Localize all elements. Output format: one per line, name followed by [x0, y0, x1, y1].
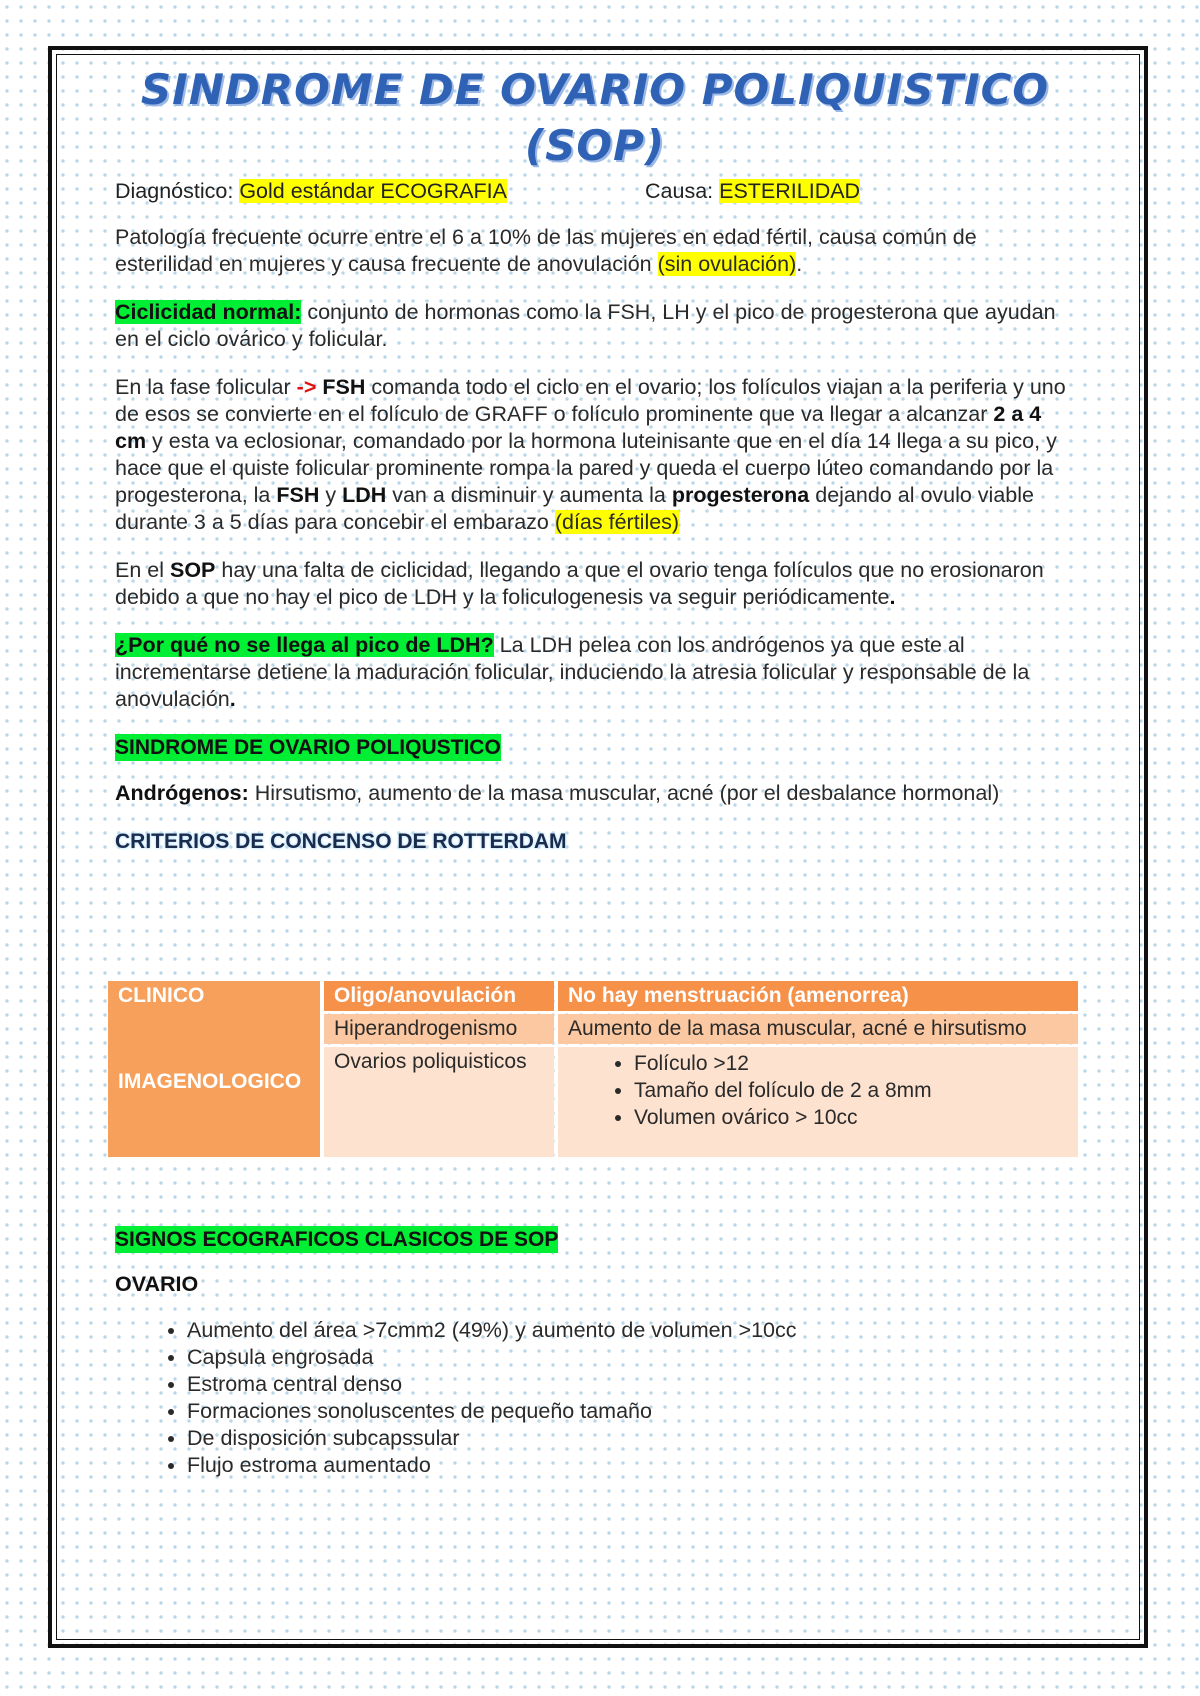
- section-heading-sop: SINDROME DE OVARIO POLIQUSTICO: [115, 736, 501, 759]
- androgenos-paragraph: [115, 780, 1075, 807]
- section-heading-rotterdam: CRITERIOS DE CONCENSO DE ROTTERDAM: [115, 830, 567, 853]
- ciclicidad-label: Ciclicidad normal:: [115, 300, 302, 324]
- intro-highlight: (sin ovulación): [657, 252, 797, 276]
- label-clinico: CLINICO: [118, 984, 205, 1007]
- ovario-heading: OVARIO: [115, 1272, 199, 1296]
- cause-value: ESTERILIDAD: [719, 179, 861, 203]
- fase-text-5: dejando al ovulo viable durante 3 a 5 días para concebir el embarazo: [115, 483, 1034, 534]
- diagnosis-row: [115, 178, 1075, 205]
- section-rotterdam-wrapper: [115, 828, 1075, 855]
- arrow-icon: ->: [296, 375, 317, 399]
- fase-y: y: [319, 483, 343, 507]
- document-body: [115, 62, 1075, 855]
- fase-folicular-paragraph: [115, 374, 1075, 536]
- fase-text-2: comanda todo el ciclo en el ovario; los folículos viajan a la periferia y uno de esos se convierte en el folículo de GRAFF o folículo prominente que va llegar a alcanzar: [115, 375, 1066, 426]
- diagnosis-value: Gold estándar ECOGRAFIA: [239, 179, 507, 203]
- fase-text-4: van a disminuir y aumenta la: [386, 483, 672, 507]
- fase-progesterona: progesterona: [671, 483, 810, 507]
- porque-paragraph: [115, 632, 1075, 713]
- intro-end: .: [796, 252, 803, 276]
- androgenos-text: Hirsutismo, aumento de la masa muscular, acné (por el desbalance hormonal): [248, 781, 1000, 805]
- table-cell: No hay menstruación (amenorrea): [558, 981, 1078, 1011]
- label-imagenologico: IMAGENOLOGICO: [118, 1070, 302, 1093]
- sop-text-2: hay una falta de ciclicidad, llegando a que el ovario tenga folículos que no erosionaron debido a que no hay el pico de LDH y la foliculogenesis va seguir periódicamente: [115, 558, 1044, 609]
- table-cell: Aumento de la masa muscular, acné e hirsutismo: [558, 1014, 1078, 1044]
- page-title: [65, 62, 1125, 174]
- cause-label: Causa:: [645, 179, 714, 203]
- table-cell: Oligo/anovulación: [324, 981, 554, 1011]
- diagnosis-label: Diagnóstico:: [115, 179, 234, 203]
- section-sop-wrapper: [115, 734, 1075, 761]
- table-cell: Hiperandrogenismo: [324, 1014, 554, 1044]
- section-signos-wrapper: [115, 1226, 1075, 1253]
- table-cell-list: [558, 1047, 1078, 1157]
- list-item: • Folículo >12: [634, 1050, 1068, 1077]
- table-category-cell: [108, 981, 320, 1157]
- list-item: • Capsula engrosada: [187, 1344, 1075, 1371]
- fase-fsh: FSH: [316, 375, 366, 399]
- list-item: • Flujo estroma aumentado: [187, 1452, 1075, 1479]
- table-cell: Ovarios poliquisticos: [324, 1047, 554, 1157]
- table-row: [108, 981, 1078, 1011]
- sop-bold: SOP: [169, 558, 216, 582]
- title-line-1: SINDROME DE OVARIO POLIQUISTICO: [140, 65, 1050, 114]
- section-heading-signos: SIGNOS ECOGRAFICOS CLASICOS DE SOP: [115, 1228, 559, 1251]
- fase-dias-fertiles: (días fértiles): [554, 510, 680, 534]
- list-item: • Tamaño del folículo de 2 a 8mm: [634, 1077, 1068, 1104]
- porque-end: .: [229, 687, 236, 711]
- list-item: • Volumen ovárico > 10cc: [634, 1104, 1068, 1131]
- porque-text: La LDH pelea con los andrógenos ya que este al incrementarse detiene la maduración folicular, induciendo la atresia folicular y responsable de la anovulación: [115, 633, 1030, 711]
- list-item: • Estroma central denso: [187, 1371, 1075, 1398]
- androgenos-label: Andrógenos:: [115, 781, 249, 805]
- fase-text-3: y esta va eclosionar, comandado por la hormona luteinisante que en el día 14 llega a su pico, y hace que el quiste folicular prominente rompa la pared y queda el cuerpo lúteo comandando por la progesterona, la: [115, 429, 1057, 507]
- intro-text: Patología frecuente ocurre entre el 6 a 10% de las mujeres en edad fértil, causa común de esterilidad en mujeres y causa frecuente de anovulación: [115, 225, 977, 276]
- intro-paragraph: [115, 224, 1075, 278]
- sop-end: .: [889, 585, 896, 609]
- fase-ldh: LDH: [342, 483, 387, 507]
- sop-paragraph: [115, 557, 1075, 611]
- fase-fsh-2: FSH: [276, 483, 320, 507]
- fase-text-1: En la fase folicular: [115, 375, 297, 399]
- list-item: • Aumento del área >7cmm2 (49%) y aumento de volumen >10cc: [187, 1317, 1075, 1344]
- list-item: • De disposición subcapssular: [187, 1425, 1075, 1452]
- ciclicidad-paragraph: [115, 299, 1075, 353]
- ciclicidad-text: conjunto de hormonas como la FSH, LH y el pico de progesterona que ayudan en el ciclo ovárico y folicular.: [115, 300, 1056, 351]
- signos-list: [115, 1317, 1075, 1479]
- signos-section: [115, 1226, 1075, 1479]
- cause-field: [645, 178, 860, 205]
- sop-text-1: En el: [115, 558, 170, 582]
- rotterdam-criteria-table: [104, 978, 1082, 1160]
- porque-label: ¿Por qué no se llega al pico de LDH?: [115, 633, 494, 657]
- list-item: • Formaciones sonoluscentes de pequeño tamaño: [187, 1398, 1075, 1425]
- diagnosis-field: [115, 178, 645, 205]
- fase-size: 2 a 4 cm: [115, 402, 1042, 453]
- title-line-2: (SOP): [524, 121, 666, 170]
- ovary-criteria-list: [568, 1050, 1068, 1131]
